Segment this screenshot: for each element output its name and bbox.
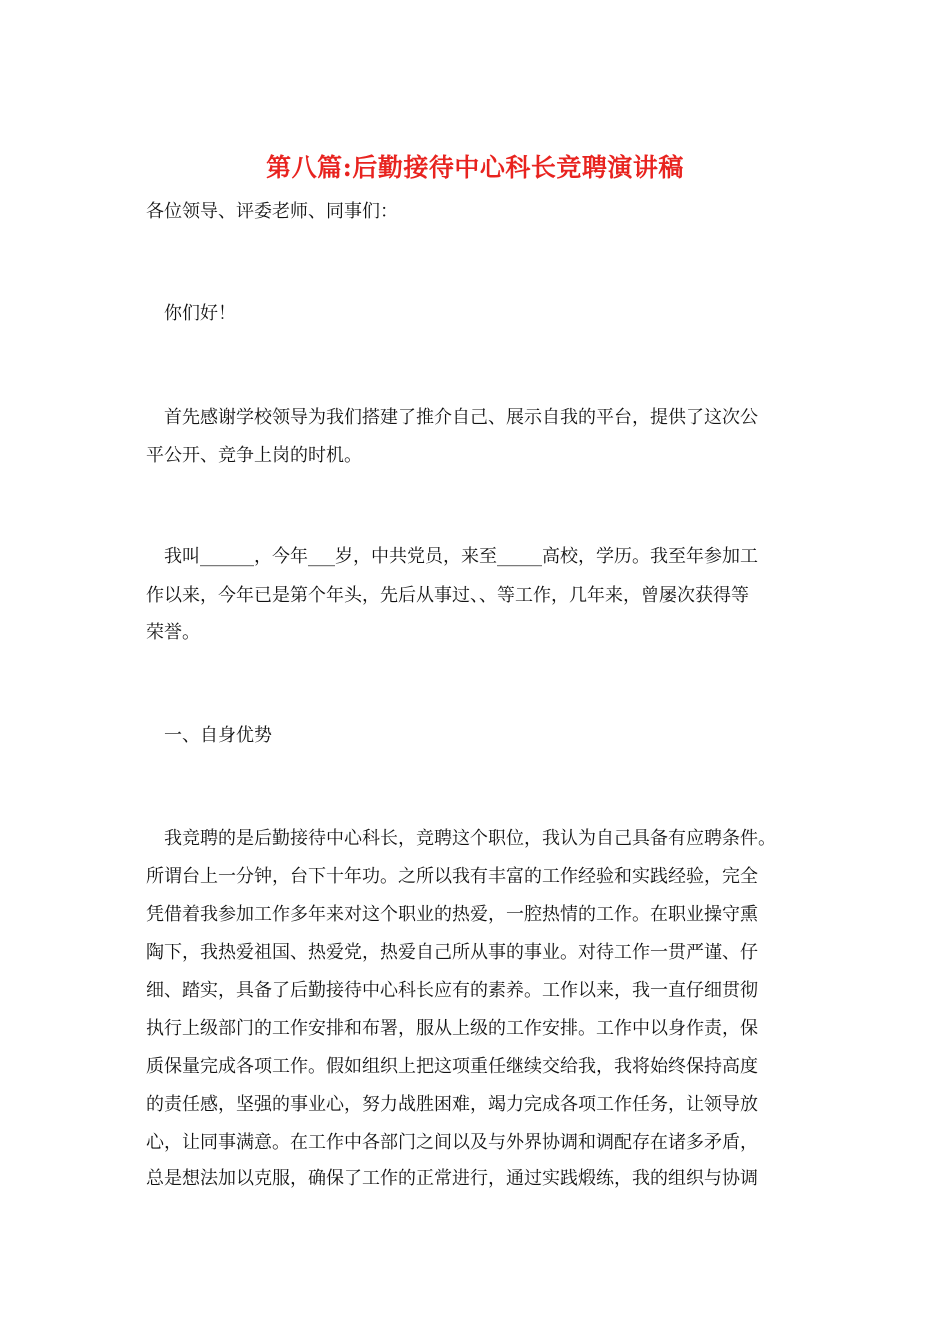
paragraph-line: 质保量完成各项工作。假如组织上把这项重任继续交给我，我将始终保持高度 — [146, 1056, 758, 1077]
paragraph-line: 作以来，今年已是第个年头，先后从事过、、等工作，几年来，曾屡次获得等 — [146, 585, 749, 606]
paragraph-line: 陶下，我热爱祖国、热爱党，热爱自己所从事的事业。对待工作一贯严谨、仔 — [146, 942, 758, 963]
salutation: 各位领导、评委老师、同事们： — [146, 201, 398, 222]
paragraph-line: 平公开、竞争上岗的时机。 — [146, 445, 362, 466]
paragraph-line: 我竞聘的是后勤接待中心科长，竞聘这个职位，我认为自己具备有应聘条件。 — [164, 828, 776, 849]
section-heading: 一、自身优势 — [164, 725, 272, 746]
paragraph-line: 总是想法加以克服，确保了工作的正常进行，通过实践煅练，我的组织与协调 — [146, 1168, 758, 1189]
document-title: 第八篇:后勤接待中心科长竞聘演讲稿 — [266, 153, 684, 182]
paragraph-line: 我叫______，今年___岁，中共党员，来至_____高校，学历。我至年参加工 — [164, 546, 758, 567]
paragraph-line: 的责任感，坚强的事业心，努力战胜困难，竭力完成各项工作任务，让领导放 — [146, 1094, 758, 1115]
paragraph-line: 首先感谢学校领导为我们搭建了推介自己、展示自我的平台，提供了这次公 — [164, 407, 758, 428]
paragraph-line: 荣誉。 — [146, 622, 200, 643]
paragraph-line: 执行上级部门的工作安排和布署，服从上级的工作安排。工作中以身作责，保 — [146, 1018, 758, 1039]
paragraph-line: 细、踏实，具备了后勤接待中心科长应有的素养。工作以来，我一直仔细贯彻 — [146, 980, 758, 1001]
paragraph-line: 所谓台上一分钟，台下十年功。之所以我有丰富的工作经验和实践经验，完全 — [146, 866, 758, 887]
greeting: 你们好！ — [164, 303, 236, 324]
paragraph-line: 凭借着我参加工作多年来对这个职业的热爱，一腔热情的工作。在职业操守熏 — [146, 904, 758, 925]
paragraph-line: 心，让同事满意。在工作中各部门之间以及与外界协调和调配存在诸多矛盾， — [146, 1132, 758, 1153]
